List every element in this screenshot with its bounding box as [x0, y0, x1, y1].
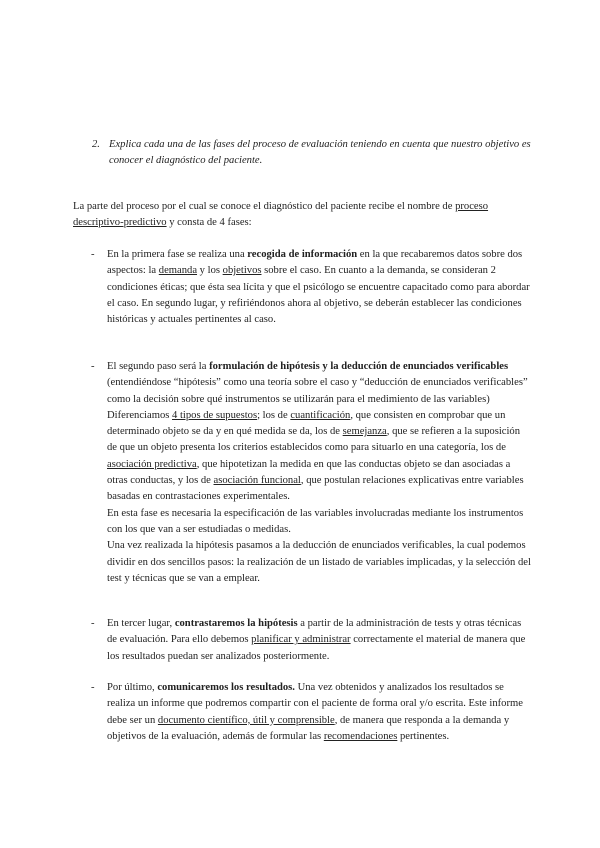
text-run: , que consisten en comprobar que un determinado objeto se da y en qué medida se da, los de — [107, 409, 506, 438]
phase-3-item — [91, 616, 531, 665]
phase-3-text — [107, 616, 531, 665]
text-run: y los — [197, 265, 223, 277]
intro-underline-term: proceso descriptivo-predictivo — [73, 201, 489, 229]
underline-term: recomendaciones — [323, 730, 398, 742]
intro-paragraph — [73, 199, 528, 232]
question-text: Explica cada una de las fases del proceso de evaluación teniendo en cuenta que nuestro objetivo es conocer el diagnóstico del paciente. — [109, 139, 531, 167]
text-run: (entendiéndose “hipótesis” como una teoría sobre el caso y “deducción de enunciados verificables” como la decisión sobre qué instrumentos se utilizarán para el medimiento de las variables) Diferenciamos — [107, 377, 528, 421]
phase-2-paragraph-3: Una vez realizada la hipótesis pasamos a la deducción de enunciados verificables, la cual podemos dividir en dos sencillos pasos: la realización de un listado de variables implicadas, y la selección del test y técnicas que se van a emplear. — [107, 540, 531, 584]
text-run: pertinentes. — [397, 730, 450, 742]
underline-term: planificar y administrar — [251, 634, 351, 646]
bullet-dash: - — [91, 682, 95, 693]
bold-term: recogida de información — [247, 249, 358, 260]
underline-term: documento científico, útil y comprensible — [157, 714, 335, 726]
bold-term: formulación de hipótesis y la deducción de enunciados verificables — [209, 361, 509, 372]
text-run: Una vez obtenidos y analizados los resultados se realiza un informe que podremos compartir con el paciente de forma oral y/o escrita. Este informe debe ser un — [107, 682, 523, 726]
text-run: , que postulan relaciones explicativas entre variables basadas en contrastaciones experimentales. — [107, 475, 524, 503]
bullet-dash: - — [91, 618, 95, 629]
question-number: 2. — [92, 139, 100, 150]
underline-term: asociación funcional — [213, 475, 301, 487]
phase-1-text — [107, 247, 531, 328]
text-run: sobre el caso. En cuanto a la demanda, se consideran 2 condiciones éticas; que ésta sea lícita y que el psicólogo se encuentre capacitado como para abordar el caso. En segundo lugar, y refiriéndonos ahora al objetivo, se deberán establecer las condiciones históricas y actuales pertinentes al caso. — [107, 265, 530, 326]
bold-term: contrastaremos la hipótesis — [174, 618, 298, 629]
phase-4-text — [107, 680, 531, 745]
phase-4-item — [91, 680, 531, 745]
text-run: Por último, — [107, 682, 158, 693]
text-run: En la primera fase se realiza una — [107, 249, 248, 260]
text-run: en la que recabaremos datos sobre dos aspectos: la — [107, 249, 523, 277]
underline-term: semejanza — [342, 426, 387, 438]
underline-term: asociación predictiva — [107, 458, 197, 470]
underline-term: 4 tipos de supuestos — [172, 409, 258, 421]
text-run: El segundo paso será la — [107, 361, 210, 372]
underline-term: objetivos — [222, 265, 262, 277]
question-item — [92, 137, 532, 170]
bullet-dash: - — [91, 249, 95, 260]
intro-text: La parte del proceso por el cual se conoce el diagnóstico del paciente recibe el nombre de — [73, 201, 456, 212]
text-run: , que se refieren a la suposición de que un objeto presenta los criterios establecidos como para situarlo en una categoría, los de — [107, 426, 521, 454]
phase-2-text — [107, 359, 531, 587]
bold-term: comunicaremos los resultados. — [157, 682, 295, 693]
text-run: En tercer lugar, — [107, 618, 175, 629]
text-run: , de manera que responda a la demanda y objetivos de la evaluación, además de formular las — [107, 714, 510, 742]
phase-1-item — [91, 247, 531, 328]
underline-term: cuantificación — [290, 409, 351, 421]
text-run: ; los de — [257, 409, 291, 421]
text-run: , que hipotetizan la medida en que las conductas objeto se dan asociadas a otras conductas, y los de — [107, 458, 511, 487]
text-run: correctamente el material de manera que los resultados puedan ser analizados posteriormente. — [107, 634, 526, 662]
phase-2-paragraph-2: En esta fase es necesaria la especificación de las variables involucradas mediante los instrumentos con los que van a ser estudiadas o medidas. — [107, 507, 524, 535]
underline-term: demanda — [158, 265, 198, 277]
phase-2-item — [91, 359, 531, 587]
phase-2-paragraph-1 — [107, 359, 531, 506]
bullet-dash: - — [91, 361, 95, 372]
text-run: a partir de la administración de tests y otras técnicas de evaluación. Para ello debemos — [107, 618, 522, 646]
intro-text-end: y consta de 4 fases: — [166, 217, 252, 229]
